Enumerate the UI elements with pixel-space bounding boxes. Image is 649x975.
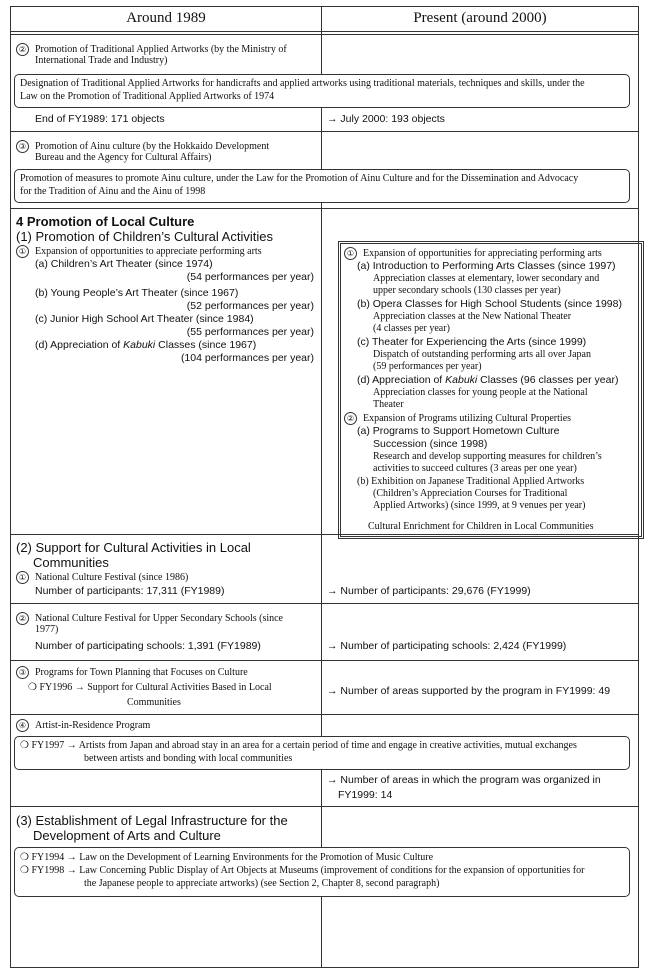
comparison-table <box>10 6 639 968</box>
list-item: (a) Programs to Support Hometown Culture <box>357 425 560 437</box>
title-text: Expansion of opportunities for appreciating performing arts <box>363 248 602 259</box>
list-item-detail: Appreciation classes for young people at the National <box>373 387 588 398</box>
title-text: Expansion of opportunities to appreciate performing arts <box>35 246 262 257</box>
box-line: Law on the Promotion of Traditional Applied Artworks of 1974 <box>20 91 275 102</box>
title-text: Programs for Town Planning that Focuses on Culture <box>35 667 248 678</box>
title-text: National Culture Festival for Upper Secondary Schools (since <box>35 613 283 624</box>
list-item-detail: (59 performances per year) <box>373 361 482 372</box>
list-item-detail: (Children’s Appreciation Courses for Traditional <box>373 488 568 499</box>
subsection-heading: Development of Arts and Culture <box>33 828 221 843</box>
list-item-detail: Dispatch of outstanding performing arts all over Japan <box>373 349 591 360</box>
air-title <box>16 719 150 732</box>
header-right-title: Present (around 2000) <box>413 10 547 26</box>
subsection-heading: (3) Establishment of Legal Infrastructure for the <box>16 813 288 828</box>
label-emphasis: Kabuki <box>123 339 156 351</box>
item-number-1: ① <box>344 247 357 260</box>
item-number-4: ④ <box>16 719 29 732</box>
label-emphasis: Kabuki <box>445 374 478 386</box>
table-header <box>11 7 638 32</box>
title-line: Promotion of Ainu culture (by the Hokkaido Development <box>35 141 270 152</box>
box-line: for the Tradition of Ainu and the Ainu of 1998 <box>20 186 206 197</box>
item-number-1: ① <box>16 245 29 258</box>
column-divider <box>321 7 322 967</box>
subsection-heading: (1) Promotion of Children’s Cultural Activities <box>16 229 273 244</box>
list-item <box>357 374 618 387</box>
right-performing-arts-title <box>344 247 602 260</box>
left-performing-arts-title <box>16 245 262 258</box>
row-divider <box>11 603 638 604</box>
title-text: National Culture Festival (since 1986) <box>35 572 189 583</box>
town-planning-title <box>16 666 248 679</box>
title-line: International Trade and Industry) <box>35 55 168 66</box>
title-line: Promotion of Traditional Applied Artworks (by the Ministry of <box>35 44 287 55</box>
item-number-2: ② <box>16 43 29 56</box>
item-number-2: ② <box>344 412 357 425</box>
legal-box <box>14 847 630 897</box>
festival-1989-value: Number of participants: 17,311 (FY1989) <box>35 585 225 597</box>
traditional-artworks-box <box>14 74 630 108</box>
list-item-detail: activities to succeed cultures (3 areas per one year) <box>373 463 577 474</box>
row-divider <box>11 131 638 132</box>
item-number-3: ③ <box>16 666 29 679</box>
list-item-detail: Appreciation classes at elementary, lower secondary and <box>373 273 600 284</box>
label-text: Classes (96 classes per year) <box>477 374 619 386</box>
list-item-count: (104 performances per year) <box>180 352 314 364</box>
box-line: ❍ FY1997 → Artists from Japan and abroad stay in an area for a certain period of time and engage in creative activities, mutual exchanges <box>20 740 577 751</box>
list-item-detail: (4 classes per year) <box>373 323 450 334</box>
title-text: Artist-in-Residence Program <box>35 720 151 731</box>
label-text: (d) Appreciation of <box>357 374 446 386</box>
list-item: Succession (since 1998) <box>373 438 488 450</box>
box-line: ❍ FY1994 → Law on the Development of Learning Environments for the Promotion of Music Culture <box>20 852 434 863</box>
list-item: (c) Junior High School Art Theater (since 1984) <box>35 313 254 325</box>
list-item-count: (55 performances per year) <box>186 326 314 338</box>
artworks-1989-value: End of FY1989: 171 objects <box>35 113 165 125</box>
title-line: Bureau and the Agency for Cultural Affairs) <box>35 152 212 163</box>
air-1999-value: FY1999: 14 <box>338 789 393 801</box>
list-item: (b) Young People’s Art Theater (since 1967) <box>35 287 239 299</box>
list-item-detail: Research and develop supporting measures for children’s <box>373 451 602 462</box>
air-1999-value: → Number of areas in which the program was organized in <box>327 774 601 786</box>
title-line: 1977) <box>35 624 59 635</box>
box-line: Designation of Traditional Applied Artworks for handicrafts and applied artworks using traditional materials, techniques and skills, under the <box>20 78 585 89</box>
item-number-2: ② <box>16 612 29 625</box>
children-enrichment-caption: Cultural Enrichment for Children in Local Communities <box>364 521 598 533</box>
row-divider <box>11 714 638 715</box>
town-planning-line: Communities <box>127 697 181 708</box>
section-heading: 4 Promotion of Local Culture <box>16 214 195 229</box>
list-item-detail: Applied Artworks) (since 1999, at 9 venues per year) <box>373 500 586 511</box>
list-item-detail: upper secondary schools (130 classes per year) <box>373 285 561 296</box>
list-item-count: (52 performances per year) <box>186 300 314 312</box>
label-text: Classes (since 1967) <box>155 339 257 351</box>
festival-1999-value: → Number of participants: 29,676 (FY1999) <box>327 585 531 597</box>
air-box <box>14 736 630 770</box>
right-cultural-properties-title <box>344 412 571 425</box>
list-item: (a) Children’s Art Theater (since 1974) <box>35 258 213 270</box>
hs-festival-1989-value: Number of participating schools: 1,391 (FY1989) <box>35 640 261 652</box>
box-line: ❍ FY1998 → Law Concerning Public Display of Art Objects at Museums (improvement of conditions for the expansion of opportunities for <box>20 865 585 876</box>
list-item: (c) Theater for Experiencing the Arts (since 1999) <box>357 336 587 348</box>
list-item-detail: Theater <box>373 399 404 410</box>
row-divider <box>11 660 638 661</box>
box-line: Promotion of measures to promote Ainu culture, under the Law for the Promotion of Ainu Culture and for the Dissemination and Advocacy <box>20 173 579 184</box>
label-text: (d) Appreciation of <box>35 339 124 351</box>
hs-festival-1999-value: → Number of participating schools: 2,424 (FY1999) <box>327 640 567 652</box>
list-item-detail: Appreciation classes at the New National Theater <box>373 311 572 322</box>
list-item: (b) Opera Classes for High School Students (since 1998) <box>357 298 622 310</box>
header-left-title: Around 1989 <box>126 10 206 26</box>
festival-title <box>16 571 188 584</box>
artworks-2000-value: → July 2000: 193 objects <box>327 113 445 125</box>
item-number-3: ③ <box>16 140 29 153</box>
row-divider <box>11 806 638 807</box>
ainu-box <box>14 169 630 203</box>
box-line: between artists and bonding with local communities <box>84 753 293 764</box>
subsection-heading: Communities <box>33 555 109 570</box>
item-number-1: ① <box>16 571 29 584</box>
list-item <box>35 339 256 352</box>
row-divider <box>11 208 638 209</box>
subsection-heading: (2) Support for Cultural Activities in Local <box>16 540 251 555</box>
list-item: (b) Exhibition on Japanese Traditional Applied Artworks <box>357 476 585 487</box>
town-planning-line: ❍ FY1996 → Support for Cultural Activities Based in Local <box>28 682 272 693</box>
list-item-count: (54 performances per year) <box>186 271 314 283</box>
list-item: (a) Introduction to Performing Arts Classes (since 1997) <box>357 260 616 272</box>
town-planning-1999-value: → Number of areas supported by the program in FY1999: 49 <box>327 685 611 697</box>
header-double-rule <box>11 34 638 35</box>
box-line: the Japanese people to appreciate artworks) (see Section 2, Chapter 8, second paragraph) <box>84 878 440 889</box>
title-text: Expansion of Programs utilizing Cultural Properties <box>363 413 572 424</box>
